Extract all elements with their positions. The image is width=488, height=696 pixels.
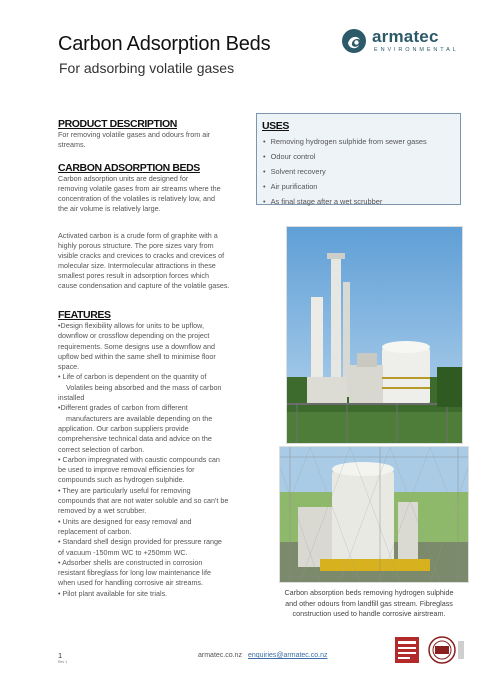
uses-item — [263, 194, 427, 209]
website-link[interactable]: armatec.co.nz — [198, 652, 242, 659]
revision-label: Rev 1 — [58, 660, 68, 664]
feature-line: when used for handling corrosive air streams. — [58, 578, 204, 588]
carbon-line: the air volume is relatively large. — [58, 204, 161, 213]
uses-item-label: As final stage after a wet scrubber — [270, 197, 383, 206]
uses-item-label: Removing hydrogen sulphide from sewer gases — [270, 137, 427, 146]
feature-line: •Design flexibility allows for units to be upflow, — [58, 321, 204, 330]
feature-line: space. — [58, 362, 80, 372]
feature-line: • Carbon impregnated with caustic compounds can — [58, 454, 220, 464]
uses-list — [263, 134, 427, 209]
page-number: 1 — [58, 651, 63, 660]
feature-line: removed by a wet scrubber. — [58, 506, 147, 516]
email-link[interactable]: enquiries@armatec.co.nz — [248, 652, 328, 659]
activated-carbon-text — [58, 231, 248, 291]
activated-line: Activated carbon is a crude form of graphite with a — [58, 231, 218, 240]
activated-line: cause condensation and capture of the volatile gases. — [58, 281, 230, 290]
feature-line: • Standard shell design provided for pressure range — [58, 537, 222, 547]
feature-line: compounds such as hydrogen sulphide. — [58, 475, 185, 485]
feature-line: • Pilot plant available for site trials. — [58, 588, 168, 598]
carbon-line: Carbon adsorption units are designed for — [58, 174, 189, 183]
product-description-heading: PRODUCT DESCRIPTION — [58, 118, 177, 130]
uses-item-label: Air purification — [270, 182, 318, 191]
product-line: For removing volatile gases and odours from air — [58, 130, 211, 139]
bullet: • — [263, 167, 266, 176]
caption-line: Carbon absorption beds removing hydrogen sulphide — [284, 588, 454, 597]
features-list — [58, 321, 254, 599]
uses-item — [263, 164, 427, 179]
carbon-line: concentration of the volatiles is relatively low, and — [58, 194, 216, 203]
uses-item-label: Solvent recovery — [270, 167, 326, 176]
features-heading: FEATURES — [58, 309, 111, 321]
caption-line: and other odours from landfill gas stream. Fibreglass — [285, 598, 453, 608]
feature-line: installed — [58, 393, 85, 403]
uses-box — [256, 113, 461, 205]
logo-tagline: ENVIRONMENTAL — [374, 47, 459, 53]
feature-line: compounds that are not water soluble and so can't be — [58, 496, 229, 506]
feature-line: •Different grades of carbon from different — [58, 403, 188, 413]
feature-line: • Adsorber shells are constructed in corrosion — [58, 557, 203, 567]
feature-line: Volatiles being absorbed and the mass of carbon — [66, 382, 222, 392]
feature-line: be used to improve removal efficiencies for — [58, 465, 195, 475]
feature-line: requirements. Some designs use a downflow and — [58, 341, 216, 351]
feature-line: downflow or crossflow depending on the project — [58, 331, 210, 341]
uses-item — [263, 134, 427, 149]
caption-line: construction used to handle corrosive airstream. — [292, 609, 446, 618]
bullet: • — [263, 182, 266, 191]
feature-line: resistant fibreglass for long low maintenance life — [58, 568, 212, 578]
activated-line: visible cracks and crevices to cracks and crevices of — [58, 251, 225, 260]
feature-line: • Life of carbon is dependent on the quantity of — [58, 372, 207, 382]
activated-line: smallest pores result in adsorption forces which — [58, 271, 210, 280]
feature-line: • They are particularly useful for removing — [58, 485, 191, 495]
photo-caption — [274, 588, 464, 620]
carbon-line: removing volatile gases from air streams where the — [58, 184, 221, 193]
feature-line: replacement of carbon. — [58, 526, 132, 536]
page-title: Carbon Adsorption Beds — [58, 33, 271, 55]
bullet: • — [263, 152, 266, 161]
carbon-beds-text — [58, 174, 248, 214]
logo-wordmark: armatec — [372, 27, 439, 46]
uses-item-label: Odour control — [270, 152, 316, 161]
activated-line: highly porous structure. The pore sizes vary from — [58, 241, 214, 250]
company-logo — [341, 28, 471, 54]
uses-heading: USES — [262, 120, 289, 132]
carbon-beds-photo-2 — [279, 446, 469, 583]
bullet: • — [263, 197, 266, 206]
armatec-logo-icon — [341, 28, 367, 54]
feature-line: upflow bed within the same shell to minimise floor — [58, 351, 216, 361]
carbon-beds-photo-1 — [286, 226, 463, 444]
feature-line: of vacuum -150mm WC to +250mm WC. — [58, 547, 188, 557]
bullet: • — [263, 137, 266, 146]
certification-logo-icon — [395, 635, 465, 665]
product-line: streams. — [58, 140, 86, 149]
page-subtitle: For adsorbing volatile gases — [59, 60, 235, 76]
feature-line: • Units are designed for easy removal and — [58, 516, 192, 526]
uses-item — [263, 179, 427, 194]
activated-line: molecular size. Intermolecular attractions in these — [58, 261, 216, 270]
feature-line: correct selection of carbon. — [58, 444, 145, 454]
feature-line: application. Our carbon suppliers provide — [58, 423, 189, 433]
feature-line: manufacturers are available depending on the — [66, 413, 213, 423]
uses-item — [263, 149, 427, 164]
feature-line: comprehensive technical data and advice on the — [58, 434, 212, 444]
carbon-beds-heading: CARBON ADSORPTION BEDS — [58, 162, 200, 174]
product-description-text — [58, 130, 242, 150]
